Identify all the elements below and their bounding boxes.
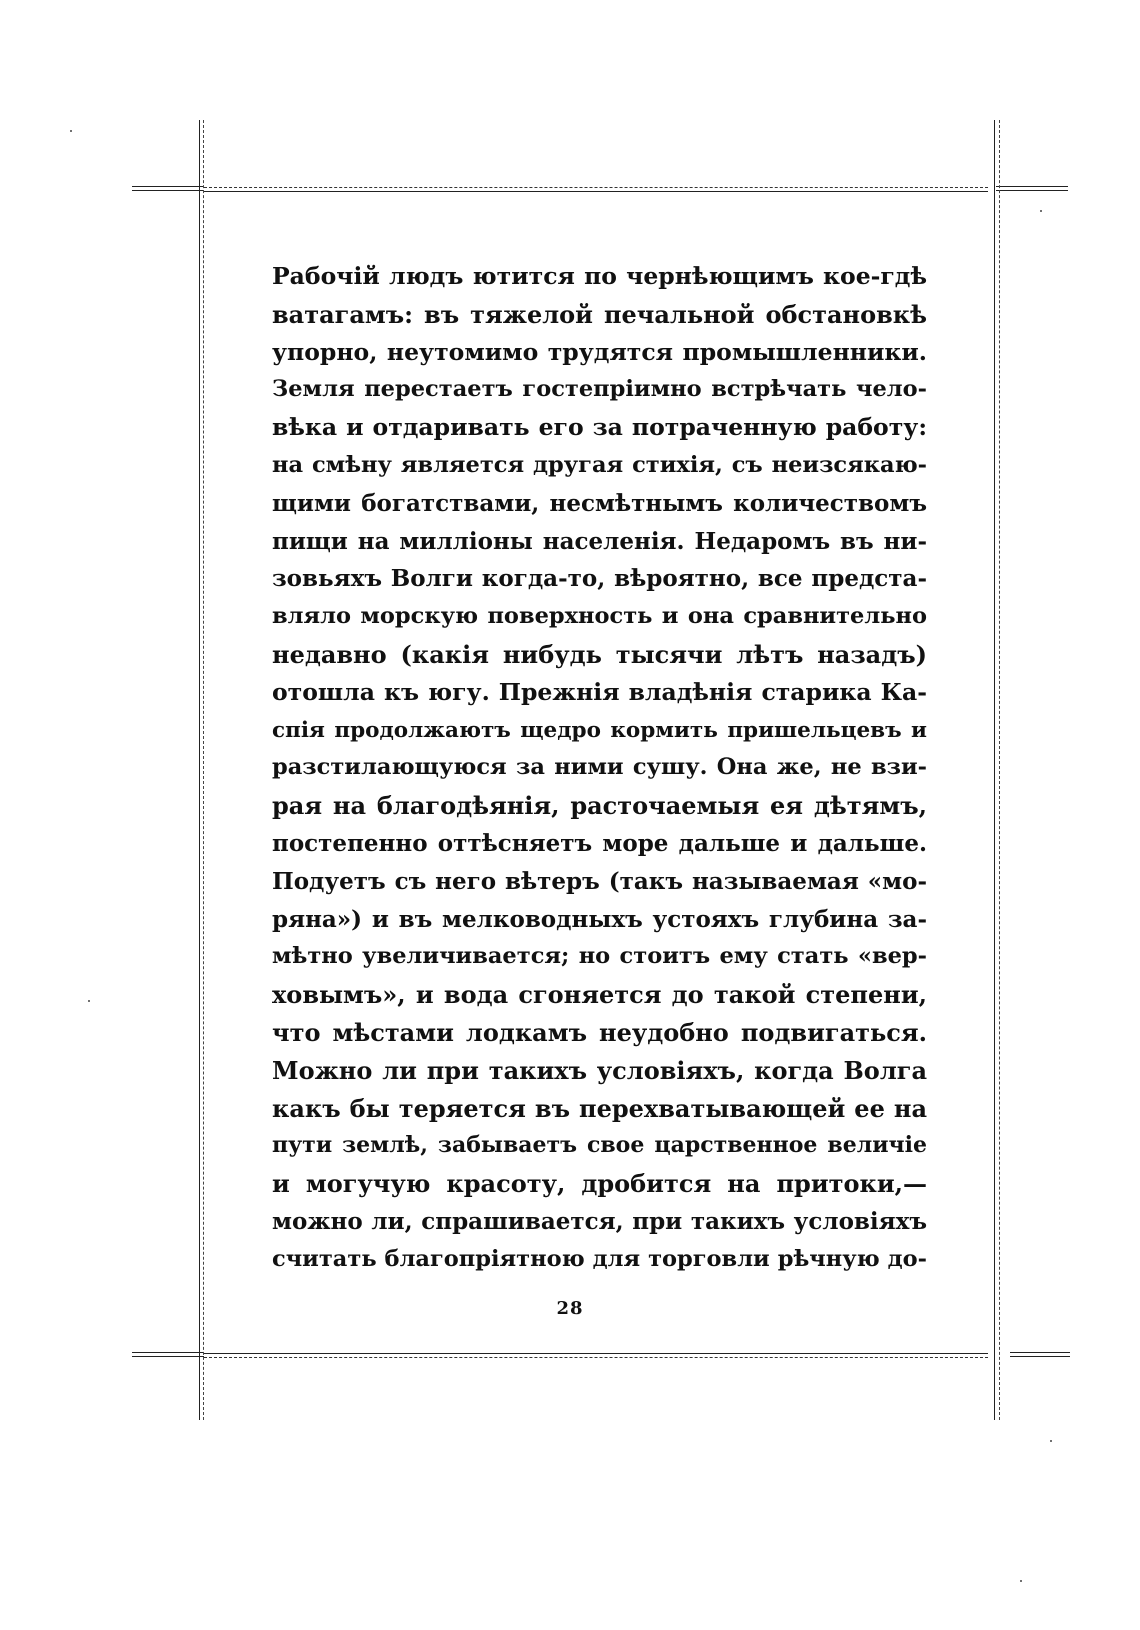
page-number: 28 [556,1298,584,1319]
text-line: отошла къ югу. Прежнія владѣнія старика Ка- [272,677,927,706]
bottom-rule-right [1010,1352,1070,1353]
text-line: Подуетъ съ него вѣтеръ (такъ называемая «мо- [272,867,927,895]
bottom-rule-left-2 [132,1356,204,1357]
text-line: разстилающуюся за ними сушу. Она же, не взи- [272,754,927,781]
bottom-rule-center [204,1353,988,1354]
bottom-rule-right-2 [1010,1356,1070,1357]
text-line: вѣка и отдаривать его за потраченную работу: [272,413,927,442]
scan-speck [1050,1440,1052,1442]
text-line: на смѣну является другая стихія, съ неизсякаю- [272,451,927,478]
text-line: считать благопріятною для торговли рѣчную до- [272,1245,927,1272]
top-rule-left [132,186,204,187]
text-line: зовьяхъ Волги когда-то, вѣроятно, все предста- [272,565,927,593]
scan-speck [70,130,72,132]
text-line: Можно ли при такихъ условіяхъ, когда Волга [272,1055,927,1085]
right-vrule [994,120,995,1420]
text-line: Рабочій людъ ютится по чернѣющимъ кое-гдѣ [272,262,927,290]
text-line: пищи на милліоны населенія. Недаромъ въ ни- [272,527,927,555]
text-line: и могучую красоту, дробится на притоки,— [272,1169,927,1199]
text-line: пути землѣ, забываетъ свое царственное величіе [272,1132,927,1159]
text-line: недавно (какія нибудь тысячи лѣтъ назадъ) [272,639,927,669]
body-text [272,258,927,1279]
text-line: мѣтно увеличивается; но стоитъ ему стать «вер- [272,943,927,970]
left-vrule-dashed [203,120,204,1420]
text-line: спія продолжаютъ щедро кормить пришельцевъ и [272,717,927,743]
scan-speck [1040,210,1042,212]
bottom-rule-left [132,1352,204,1353]
text-line: ряна») и въ мелководныхъ устояхъ глубина за- [272,905,927,933]
left-vrule [199,120,200,1420]
scan-speck [1020,1580,1022,1582]
text-line: рая на благодѣянія, расточаемыя ея дѣтямъ, [272,791,927,821]
right-vrule-dashed [999,120,1000,1420]
top-rule-left-2 [132,190,204,191]
top-rule-center [204,187,988,188]
text-line: вляло морскую поверхность и она сравнительно [272,603,927,630]
text-line: постепенно оттѣсняетъ море дальше и дальше. [272,829,927,857]
bottom-rule-center-dashed [204,1357,988,1358]
text-line: щими богатствами, несмѣтнымъ количествомъ [272,489,927,517]
top-rule-right [996,186,1068,187]
text-line: какъ бы теряется въ перехватывающей ее на [272,1093,927,1123]
text-line: что мѣстами лодкамъ неудобно подвигаться. [272,1017,927,1047]
scan-speck [88,1000,90,1002]
text-line: ватагамъ: въ тяжелой печальной обстановкѣ [272,299,927,329]
text-line: Земля перестаетъ гостепріимно встрѣчать чело- [272,376,927,403]
text-line: можно ли, спрашивается, при такихъ условіяхъ [272,1207,927,1235]
top-rule-right-2 [996,190,1068,191]
text-line: упорно, неутомимо трудятся промышленники. [272,337,927,366]
top-rule-center-solid [204,191,988,192]
text-line: ховымъ», и вода сгоняется до такой степени, [272,980,927,1010]
